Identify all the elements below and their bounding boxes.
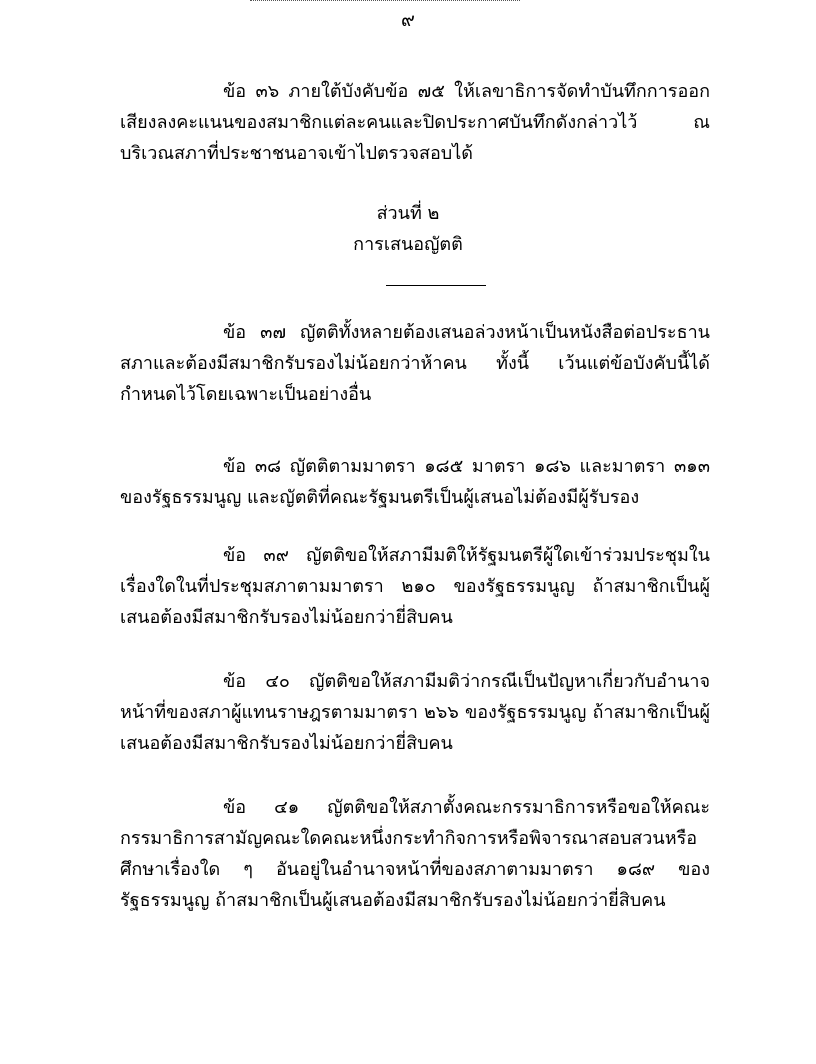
clause-41-paragraph: ข้อ ๔๑ ญัตติขอให้สภาตั้งคณะกรรมาธิการหรือขอให้คณะกรรมาธิการสามัญคณะใดคณะหนึ่งกระทำกิจการหรือพิจารณาสอบสวนหรือศึกษาเรื่องใด ๆ อันอยู่ในอำนาจหน้าที่ของสภาตามมาตรา ๑๘๙ ของรัฐธรรมนูญ ถ้าสมาชิกเป็นผู้เสนอต้องมีสมาชิกรับรองไม่น้อยกว่ายี่สิบคน [120,797,710,911]
section-divider-rule [386,285,486,286]
clause-39-paragraph: ข้อ ๓๙ ญัตติขอให้สภามีมติให้รัฐมนตรีผู้ใดเข้าร่วมประชุมในเรื่องใดในที่ประชุมสภาตามมาตรา ๒๑๐ ของรัฐธรรมนูญ ถ้าสมาชิกเป็นผู้เสนอต้องมีสมาชิกรับรองไม่น้อยกว่ายี่สิบคน [120,545,710,628]
clause-37-paragraph: ข้อ ๓๗ ญัตติทั้งหลายต้องเสนอล่วงหน้าเป็นหนังสือต่อประธานสภาและต้องมีสมาชิกรับรองไม่น้อยกว่าห้าคน ทั้งนี้ เว้นแต่ข้อบังคับนี้ได้กำหนดไว้โดยเฉพาะเป็นอย่างอื่น [120,322,710,405]
clause-38-paragraph: ข้อ ๓๘ ญัตติตามมาตรา ๑๘๕ มาตรา ๑๘๖ และมาตรา ๓๑๓ ของรัฐธรรมนูญ และญัตติที่คณะรัฐมนตรีเป็นผู้เสนอไม่ต้องมีผู้รับรอง [120,456,710,508]
section-part-heading: ส่วนที่ ๒ [376,203,440,224]
page-number: ๙ [401,9,415,31]
top-edge-rule [250,0,520,2]
clause-40-paragraph: ข้อ ๔๐ ญัตติขอให้สภามีมติว่ากรณีเป็นปัญหาเกี่ยวกับอำนาจหน้าที่ของสภาผู้แทนราษฎรตามมาตรา ๒๖๖ ของรัฐธรรมนูญ ถ้าสมาชิกเป็นผู้เสนอต้องมีสมาชิกรับรองไม่น้อยกว่ายี่สิบคน [120,671,710,754]
clause-36-paragraph: ข้อ ๓๖ ภายใต้บังคับข้อ ๗๕ ให้เลขาธิการจัดทำบันทึกการออกเสียงลงคะแนนของสมาชิกแต่ละคนและปิดประกาศบันทึกดังกล่าวไว้ ณ บริเวณสภาที่ประชาชนอาจเข้าไปตรวจสอบได้ [120,81,710,164]
section-title-heading: การเสนอญัตติ [353,234,463,255]
